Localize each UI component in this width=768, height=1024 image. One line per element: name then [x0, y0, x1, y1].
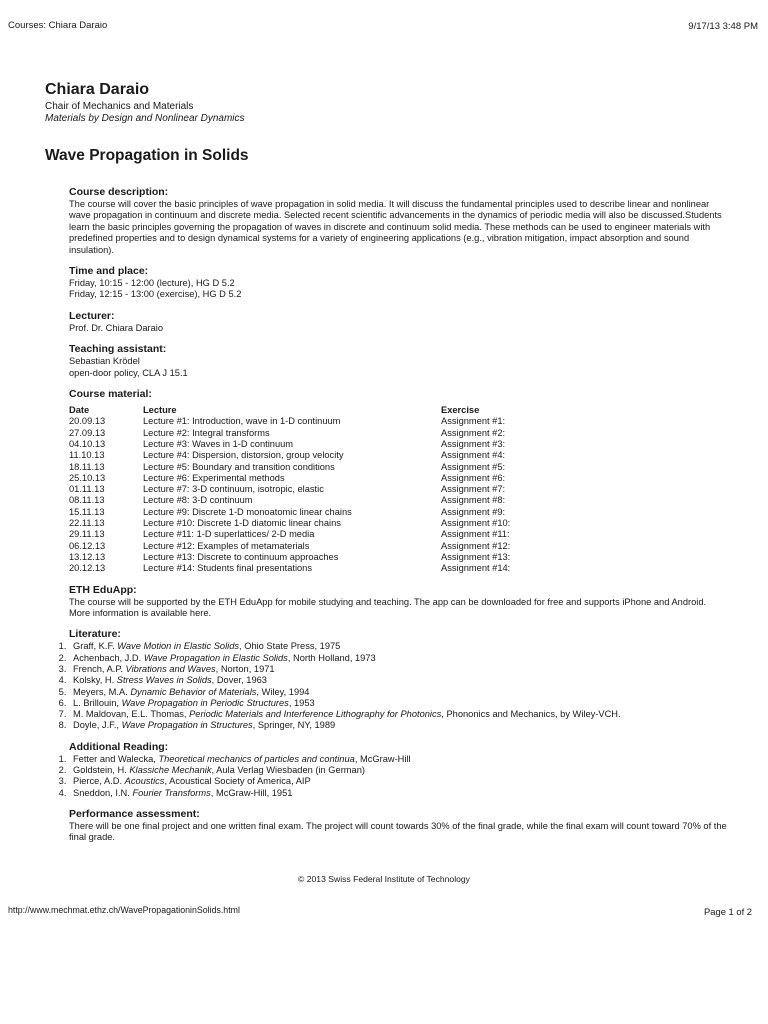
material-lecture: Lecture #12: Examples of metamaterials — [143, 540, 310, 551]
professor-block — [45, 81, 245, 125]
table-row — [69, 552, 510, 563]
material-date: 04.10.13 — [69, 438, 106, 449]
course-description-text: The course will cover the basic principles of wave propagation in solid media. It will discuss the fundamental principles used to describe linear and nonlinear wave propagation in continuum and discrete media. Selected recent scientific advancements in the dynamics of periodic media will also be discussed.Students learn the basic principles governing the propagation of waves in discrete and continuum solid media. These methods can be used to engineer materials with predefined properties and to design dynamical systems for a variety of engineering applications (e.g., vibration mitigation, impact absorption and sound insulation). — [69, 199, 722, 255]
material-date: 22.11.13 — [69, 518, 105, 529]
eduapp-section — [69, 584, 729, 620]
section-heading: Course material: — [69, 388, 152, 401]
table-row — [69, 439, 510, 450]
section-heading: Additional Reading: — [69, 740, 169, 753]
table-row — [69, 541, 510, 552]
material-exercise[interactable]: Assignment #3: — [441, 438, 506, 449]
material-date: 11.10.13 — [69, 450, 105, 461]
reference-text: L. Brillouin, — [73, 697, 122, 708]
reference-text: , Springer, NY, 1989 — [252, 720, 336, 731]
material-exercise[interactable]: Assignment #7: — [441, 484, 506, 495]
reference-text: , Norton, 1971 — [215, 663, 275, 674]
course-material-section — [69, 388, 729, 574]
professor-group: Materials by Design and Nonlinear Dynamics — [45, 113, 245, 124]
reference-text: , Aula Verlag Wiesbaden (in German) — [211, 765, 365, 775]
course-description-section — [69, 186, 729, 256]
table-header-row — [69, 405, 510, 416]
section-heading: ETH EduApp: — [69, 583, 137, 596]
time-place-section — [69, 265, 729, 301]
reference-title: Theoretical mechanics of particles and continua — [158, 753, 355, 764]
material-exercise[interactable]: Assignment #8: — [441, 495, 506, 506]
literature-section — [69, 628, 729, 731]
print-header-timestamp: 9/17/13 3:48 PM — [688, 21, 758, 32]
list-item — [69, 664, 729, 675]
teaching-assistant-section — [69, 343, 729, 379]
material-exercise[interactable]: Assignment #9: — [441, 506, 506, 517]
material-lecture: Lecture #4: Dispersion, distorsion, group velocity — [143, 450, 344, 461]
list-item — [69, 788, 729, 799]
material-date: 13.12.13 — [69, 551, 106, 562]
section-heading: Teaching assistant: — [69, 343, 167, 356]
page-title: Wave Propagation in Solids — [45, 147, 249, 164]
material-lecture: Lecture #13: Discrete to continuum approaches — [143, 551, 339, 562]
reference-text: , McGraw-Hill, 1951 — [210, 787, 293, 798]
material-lecture: Lecture #10: Discrete 1-D diatomic linear chains — [143, 518, 341, 529]
table-row — [69, 462, 510, 473]
section-heading: Time and place: — [69, 265, 149, 278]
table-row — [69, 416, 510, 427]
additional-reading-list — [50, 754, 729, 799]
table-row — [69, 473, 510, 484]
material-lecture: Lecture #2: Integral transforms — [143, 427, 270, 438]
table-row — [69, 495, 510, 506]
reference-text: Kolsky, H. — [73, 675, 117, 686]
table-row — [69, 563, 510, 574]
material-lecture: Lecture #5: Boundary and transition conditions — [143, 461, 335, 472]
material-date: 15.11.13 — [69, 506, 105, 517]
material-date: 25.10.13 — [69, 472, 106, 483]
list-item — [69, 765, 729, 776]
material-date: 29.11.13 — [69, 529, 105, 540]
eduapp-text: The course will be supported by the ETH EduApp for mobile studying and teaching. The app can be downloaded for free and supports iPhone and Android. More information is available here. — [69, 596, 707, 618]
table-row — [69, 518, 510, 529]
material-lecture: Lecture #6: Experimental methods — [143, 472, 285, 483]
reference-title: Wave Propagation in Structures — [121, 720, 253, 731]
list-item — [69, 653, 729, 664]
list-item — [69, 754, 729, 765]
reference-text: , Wiley, 1994 — [256, 686, 310, 697]
table-row — [69, 507, 510, 518]
reference-title: Klassiche Mechanik — [129, 765, 212, 775]
material-lecture: Lecture #11: 1-D superlattices/ 2-D media — [143, 529, 315, 540]
reference-text: , 1953 — [288, 697, 315, 708]
ta-office: open-door policy, CLA J 15.1 — [69, 367, 188, 378]
material-date: 01.11.13 — [69, 484, 105, 495]
list-item — [69, 687, 729, 698]
material-date: 18.11.13 — [69, 461, 105, 472]
reference-title: Periodic Materials and Interference Lithography for Photonics — [189, 709, 442, 720]
reference-text: French, A.P. — [73, 663, 126, 674]
material-exercise[interactable]: Assignment #12: — [441, 540, 511, 551]
material-date: 20.09.13 — [69, 416, 106, 427]
time-line: Friday, 12:15 - 13:00 (exercise), HG D 5.2 — [69, 289, 242, 300]
reference-text: M. Maldovan, E.L. Thomas, — [73, 709, 190, 720]
list-item — [69, 675, 729, 686]
reference-text: Meyers, M.A. — [73, 686, 131, 697]
section-heading: Course description: — [69, 186, 169, 198]
material-exercise[interactable]: Assignment #14: — [441, 563, 511, 574]
print-footer-url: http://www.mechmat.ethz.ch/WavePropagationinSolids.html — [8, 905, 240, 915]
table-row — [69, 529, 510, 540]
column-header-exercise: Exercise — [441, 405, 480, 416]
course-content — [69, 186, 729, 853]
table-row — [69, 484, 510, 495]
course-material-table — [69, 405, 510, 574]
table-row — [69, 428, 510, 439]
reference-title: Vibrations and Waves — [125, 663, 216, 674]
reference-title: Stress Waves in Solids — [116, 675, 212, 686]
list-item — [69, 641, 729, 652]
column-header-date: Date — [69, 405, 90, 416]
list-item — [69, 720, 729, 731]
professor-chair: Chair of Mechanics and Materials — [45, 101, 194, 112]
material-exercise[interactable]: Assignment #1: — [441, 416, 506, 427]
material-lecture: Lecture #9: Discrete 1-D monoatomic linear chains — [143, 506, 352, 517]
reference-text: Doyle, J.F., — [73, 720, 122, 731]
column-header-lecture: Lecture — [143, 405, 177, 416]
material-lecture: Lecture #7: 3-D continuum, isotropic, elastic — [143, 484, 324, 495]
reference-title: Dynamic Behavior of Materials — [130, 686, 257, 697]
material-lecture: Lecture #14: Students final presentations — [143, 563, 313, 574]
reference-text: , North Holland, 1973 — [287, 652, 376, 663]
reference-title: Wave Motion in Elastic Solids — [117, 641, 240, 652]
lecturer-name: Prof. Dr. Chiara Daraio — [69, 322, 164, 333]
material-date: 08.11.13 — [69, 495, 105, 506]
reference-text: , McGraw-Hill — [354, 753, 411, 764]
material-date: 06.12.13 — [69, 540, 106, 551]
reference-text: Pierce, A.D. — [73, 776, 125, 787]
ta-name: Sebastian Krödel — [69, 356, 140, 367]
reference-text: , Dover, 1963 — [211, 675, 267, 686]
time-line: Friday, 10:15 - 12:00 (lecture), HG D 5.2 — [69, 278, 235, 289]
material-exercise[interactable]: Assignment #4: — [441, 450, 506, 461]
material-exercise[interactable]: Assignment #13: — [441, 551, 511, 562]
material-exercise[interactable]: Assignment #5: — [441, 461, 506, 472]
list-item — [69, 709, 729, 720]
list-item — [69, 776, 729, 787]
reference-title: Wave Propagation in Periodic Structures — [121, 697, 289, 708]
section-heading: Performance assessment: — [69, 807, 200, 820]
material-date: 27.09.13 — [69, 427, 106, 438]
additional-reading-section — [69, 741, 729, 799]
list-item — [69, 698, 729, 709]
literature-list — [50, 641, 729, 731]
professor-name: Chiara Daraio — [45, 81, 150, 98]
reference-text: Fetter and Walecka, — [73, 753, 159, 764]
material-exercise[interactable]: Assignment #10: — [441, 518, 511, 529]
reference-text: Graff, K.F. — [73, 641, 118, 652]
reference-text: Achenbach, J.D. — [73, 652, 144, 663]
section-heading: Literature: — [69, 628, 121, 641]
performance-section — [69, 808, 729, 844]
material-exercise[interactable]: Assignment #6: — [441, 472, 506, 483]
reference-text: Sneddon, I.N. — [73, 787, 133, 798]
reference-text: , Ohio State Press, 1975 — [239, 641, 341, 652]
material-lecture: Lecture #8: 3-D continuum — [143, 495, 253, 506]
material-exercise[interactable]: Assignment #11: — [441, 529, 510, 540]
print-footer-page: Page 1 of 2 — [704, 906, 752, 917]
reference-text: Goldstein, H. — [73, 765, 130, 775]
performance-text: There will be one final project and one written final exam. The project will count towards 30% of the final grade, while the final exam will count toward 70% of the final grade. — [69, 820, 727, 843]
reference-title: Wave Propagation in Elastic Solids — [143, 652, 288, 663]
section-heading: Lecturer: — [69, 309, 115, 322]
print-header-title: Courses: Chiara Daraio — [8, 20, 108, 31]
table-row — [69, 450, 510, 461]
material-exercise[interactable]: Assignment #2: — [441, 427, 506, 438]
material-lecture: Lecture #3: Waves in 1-D continuum — [143, 438, 294, 449]
material-date: 20.12.13 — [69, 563, 106, 574]
reference-title: Fourier Transforms — [132, 787, 211, 798]
material-lecture: Lecture #1: Introduction, wave in 1-D continuum — [143, 416, 341, 427]
reference-title: Acoustics — [124, 776, 165, 787]
lecturer-section — [69, 310, 729, 334]
reference-text: , Phononics and Mechanics, by Wiley-VCH. — [441, 709, 621, 720]
copyright-notice: © 2013 Swiss Federal Institute of Technology — [298, 874, 470, 884]
reference-text: , Acoustical Society of America, AIP — [164, 776, 311, 787]
